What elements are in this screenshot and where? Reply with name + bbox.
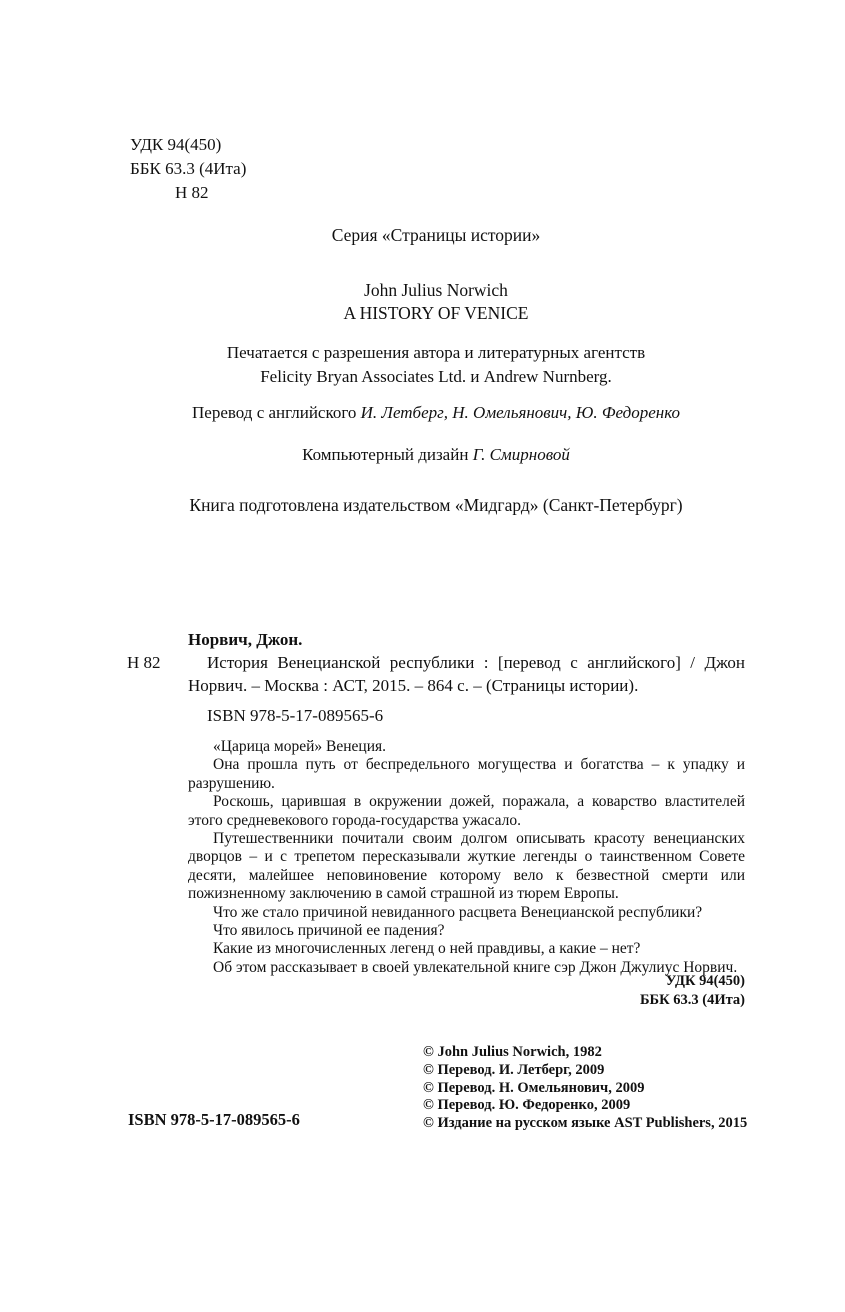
copyright-block: [423, 1044, 747, 1133]
catalog-card: [127, 628, 745, 727]
design-line: [127, 445, 745, 465]
annotation-paragraph: Что же стало причиной невиданного расцвета Венецианской республики?: [213, 903, 703, 921]
copyright-line: © Перевод. Н. Омельянович, 2009: [423, 1079, 645, 1096]
bottom-isbn: ISBN 978-5-17-089565-6: [128, 1110, 300, 1129]
annotation-paragraph: Роскошь, царившая в окружении дожей, поражала, а коварство властителей этого средневекового города-государства ужасало.: [188, 793, 745, 829]
permission-block: [127, 341, 745, 389]
designer-name: Г. Смирновой: [472, 445, 570, 464]
bottom-classification-block: [127, 972, 745, 1010]
catalog-author-sign: Н 82: [127, 653, 161, 672]
original-author: John Julius Norwich: [364, 280, 508, 300]
annotation-block: [188, 738, 745, 977]
annotation-paragraph: Какие из многочисленных легенд о ней правдивы, а какие – нет?: [213, 940, 641, 958]
catalog-card-body: [188, 628, 745, 727]
original-title: A HISTORY OF VENICE: [343, 303, 529, 323]
design-label: Компьютерный дизайн: [302, 445, 469, 464]
annotation-paragraph: «Царица морей» Венеция.: [213, 738, 387, 755]
annotation-paragraph: Что явилось причиной ее падения?: [213, 922, 445, 940]
permission-line-1: Печатается с разрешения автора и литературных агентств: [226, 343, 646, 362]
udk-code: УДК 94(450): [130, 135, 222, 154]
translation-label: Перевод с английского: [192, 403, 357, 422]
translators-names: И. Летберг, Н. Омельянович, Ю. Федоренко: [360, 403, 680, 422]
bbk-code: ББК 63.3 (4Ита): [130, 159, 247, 178]
author-sign-code: Н 82: [175, 183, 209, 202]
copyright-line: © Перевод. И. Летберг, 2009: [423, 1061, 605, 1078]
copyright-line: © Перевод. Ю. Федоренко, 2009: [423, 1097, 631, 1114]
annotation-paragraph: Путешественники почитали своим долгом описывать красоту венецианских дворцов – и с трепетом пересказывали жуткие легенды о таинственном Совете десяти, малейшее неповиновение которому вело к безвестной смерти или пожизненному заключению в самой страшной из тюрем Европы.: [188, 830, 745, 903]
bottom-udk-code: УДК 94(450): [665, 973, 745, 989]
series-line: Серия «Страницы истории»: [331, 225, 541, 245]
catalog-author-heading: Норвич, Джон.: [188, 630, 303, 649]
top-classification-block: [130, 133, 246, 205]
bottom-bbk-code: ББК 63.3 (4Ита): [639, 992, 745, 1008]
bibliographic-entry: История Венецианской республики : [перевод с английского] / Джон Норвич. – Москва : АСТ, 2015. – 864 с. – (Страницы истории).: [188, 653, 745, 695]
catalog-isbn: ISBN 978-5-17-089565-6: [207, 706, 384, 725]
translation-line: [127, 403, 745, 423]
copyright-line: © John Julius Norwich, 1982: [423, 1044, 602, 1060]
prepared-by-line: Книга подготовлена издательством «Мидгард» (Санкт-Петербург): [189, 495, 683, 515]
annotation-paragraph: Об этом рассказывает в своей увлекательной книге сэр Джон Джулиус Норвич.: [213, 958, 738, 976]
permission-line-2: Felicity Bryan Associates Ltd. и Andrew Nurnberg.: [260, 367, 612, 386]
copyright-line: © Издание на русском языке AST Publishers, 2015: [423, 1115, 748, 1132]
annotation-paragraph: Она прошла путь от беспредельного могущества и богатства – к упадку и разрушению.: [188, 756, 745, 792]
original-edition-block: [127, 279, 745, 325]
